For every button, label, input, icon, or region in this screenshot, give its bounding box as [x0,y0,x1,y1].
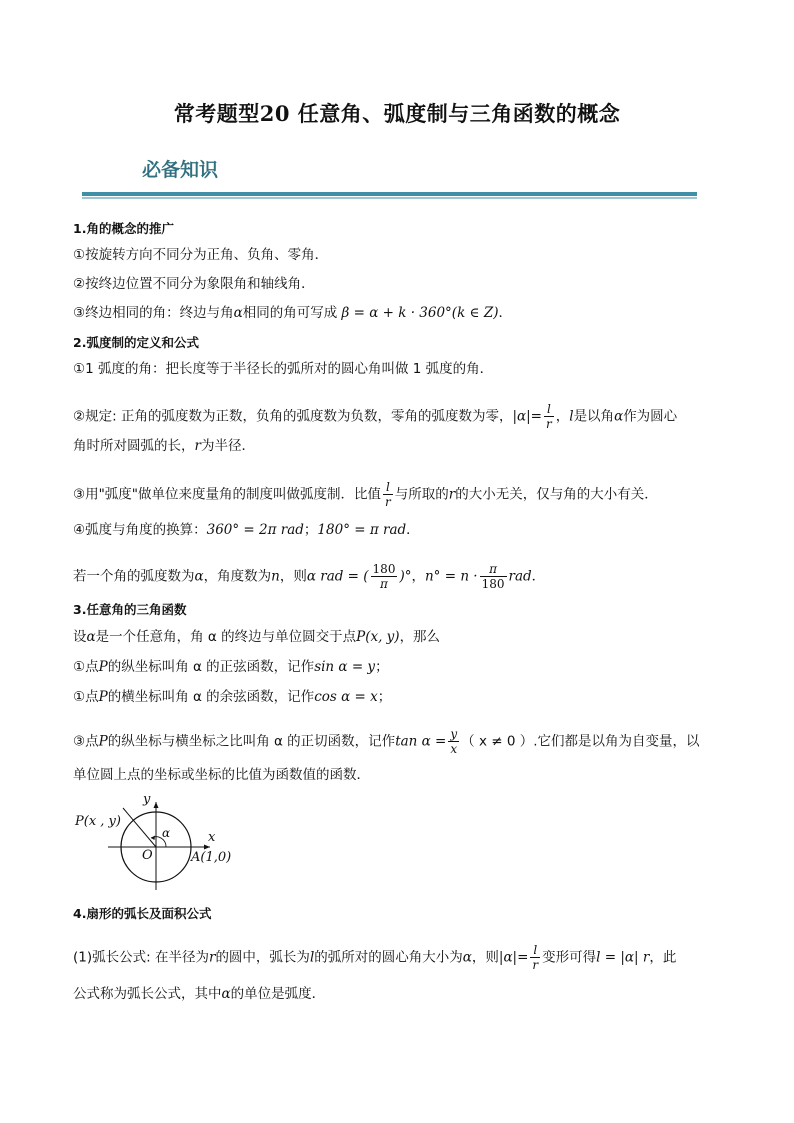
y-axis-arrow [154,802,159,808]
paragraph: ④弧度与角度的换算：360° = 2π rad；180° = π rad． [73,522,420,538]
fraction: $\frac{180}{\pi}$ [372,562,396,591]
paragraph: ①点P的横坐标叫角 α 的余弦函数，记作cos α = x； [73,689,392,705]
unit-circle-figure [73,790,253,890]
section-1-heading: 1.角的概念的推广 [73,221,174,236]
paragraph: ③用"弧度"做单位来度量角的制度叫做弧度制．比值 $\frac{l}{r}$ 与所取的r的大小无关，仅与角的大小有关． [73,480,658,509]
origin-label: O [142,848,153,863]
point-p-label: P(x , y) [75,814,121,829]
section-heading: 必备知识 [142,159,219,181]
fraction: $\frac{y}{x}$ [450,727,458,756]
fraction: $\frac{l}{r}$ [532,943,539,972]
paragraph: 设α是一个任意角，角 α 的终边与单位圆交于点P(x, y)，那么 [73,629,441,645]
unit-circle-diagram [73,790,253,890]
paragraph: 若一个角的弧度数为α，角度数为n，则α rad = ( $\frac{180}{\pi}$ )°，n° = n · $\frac{\pi}{180}$ rad． [73,562,546,591]
x-axis-label: x [208,830,216,845]
paragraph: ①1 弧度的角：把长度等于半径长的弧所对的圆心角叫做 1 弧度的角． [73,361,494,377]
section-2-heading: 2.弧度制的定义和公式 [73,335,199,350]
paragraph: 单位圆上点的坐标或坐标的比值为函数值的函数． [73,767,370,783]
paragraph: ①点P的纵坐标叫角 α 的正弦函数，记作sin α = y； [73,659,389,675]
angle-arc-arrow [151,836,155,841]
formula: β = α + k · 360°(k ∈ Z) [341,305,499,321]
alpha-label: α [162,826,171,840]
fraction: $\frac{l}{r}$ [545,402,552,431]
paragraph: 角时所对圆弧的长，r为半径． [73,438,255,454]
section-divider [82,192,697,196]
paragraph: 公式称为弧长公式，其中α的单位是弧度． [73,986,326,1002]
fraction: $\frac{l}{r}$ [385,480,391,509]
paragraph: (1)弧长公式: 在半径为r的圆中，弧长为l的弧所对的圆心角大小为α，则|α|= $\frac{l}{r}$ 变形可得l = |α| r，此 [73,943,677,972]
paragraph: ②按终边位置不同分为象限角和轴线角． [73,276,315,292]
paragraph: ②规定: 正角的弧度数为正数，负角的弧度数为负数，零角的弧度数为零，|α|= $\frac{l}{r}$ ，l是以角α作为圆心 [73,402,678,431]
section-3-heading: 3.任意角的三角函数 [73,602,187,617]
paragraph: ③点P的纵坐标与横坐标之比叫角 α 的正切函数，记作tan α = $\frac{y}{x}$ （ x ≠ 0 ）.它们都是以角为自变量，以 [73,727,700,756]
terminal-side [123,808,156,847]
point-a-label: A(1,0) [191,850,232,865]
fraction: $\frac{\pi}{180}$ [481,562,505,591]
paragraph: ③终边相同的角：终边与角α相同的角可写成 β = α + k · 360°(k ∈ Z)． [73,305,512,321]
page-title: 常考题型20 任意角、弧度制与三角函数的概念 [173,101,621,126]
x-axis-arrow [204,845,210,850]
section-divider-thin [82,197,697,199]
section-4-heading: 4.扇形的弧长及面积公式 [73,906,212,921]
y-axis-label: y [143,792,151,807]
paragraph: ①按旋转方向不同分为正角、负角、零角． [73,247,329,263]
